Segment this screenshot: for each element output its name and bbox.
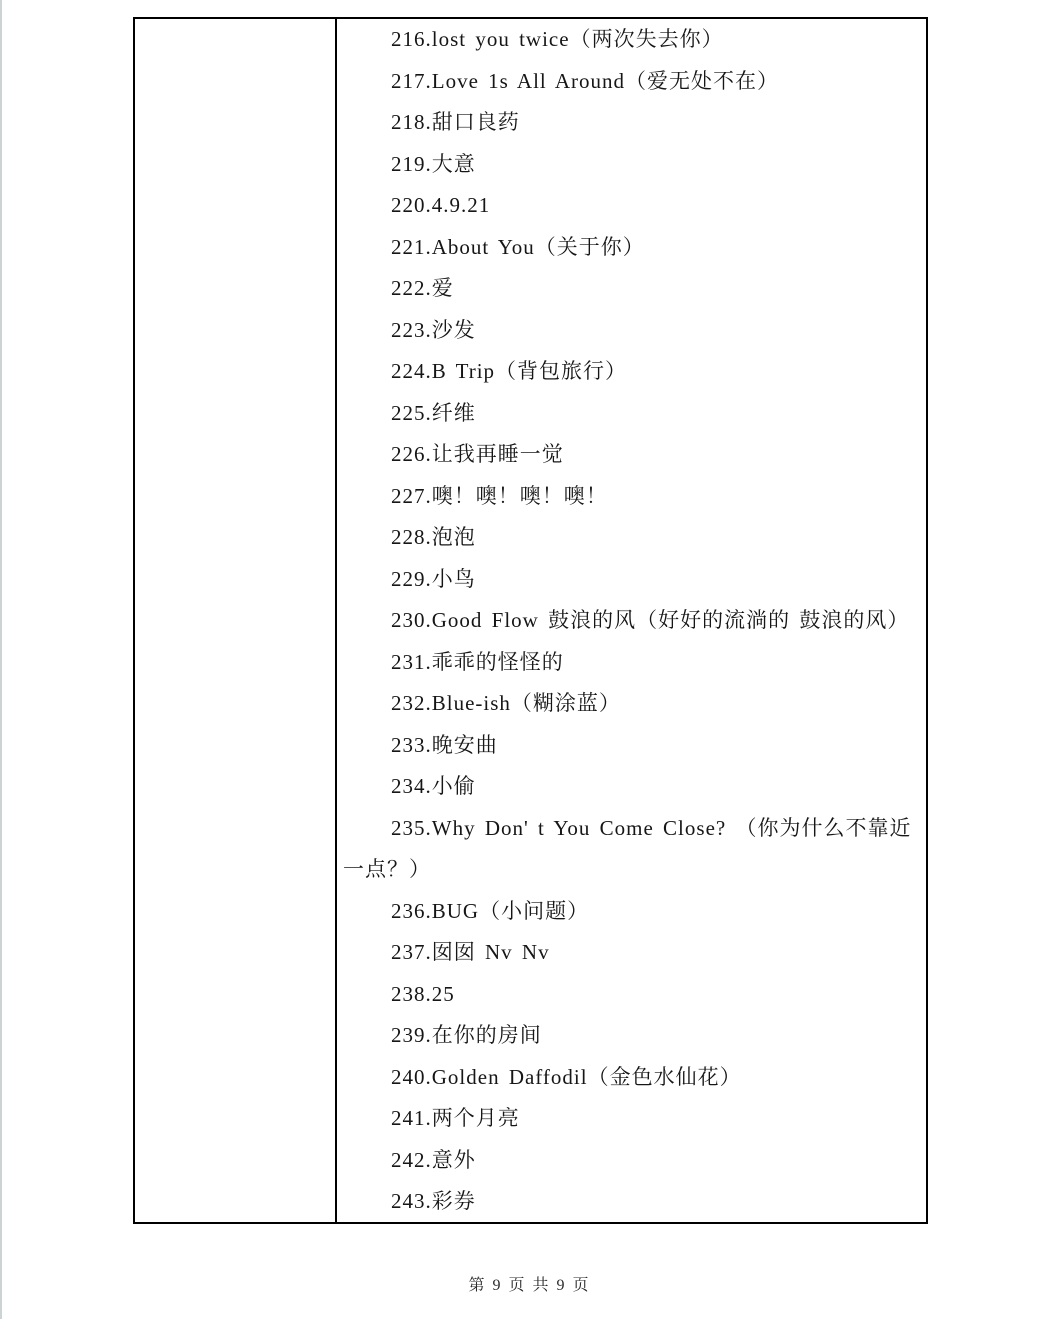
list-item-231: 231.乖乖的怪怪的 [391,649,564,674]
list-item-229: 229.小鸟 [391,566,476,591]
list-item-236: 236.BUG（小问题） [391,898,590,923]
list-item-237: 237.囡囡 Nv Nv [391,940,550,964]
list-item-243: 243.彩券 [391,1189,476,1213]
list-item-224: 224.B Trip（背包旅行） [391,359,628,383]
list-item-234: 234.小偷 [391,774,476,798]
list-item-239: 239.在你的房间 [391,1023,542,1047]
list-item-228: 228.泡泡 [391,525,476,549]
list-item-227: 227.噢！噢！噢！噢！ [391,483,608,508]
list-item-217: 217.Love 1s All Around（爱无处不在） [391,68,779,93]
list-item-221: 221.About You（关于你） [391,234,645,259]
list-item-235: 235.Why Don' t You Come Close? （你为什么不靠近一点？） [343,815,912,881]
list-item-219: 219.大意 [391,151,476,176]
list-item-240: 240.Golden Daffodil（金色水仙花） [391,1064,742,1089]
list-item-242: 242.意外 [391,1147,476,1172]
list-item-238: 238.25 [391,981,455,1006]
list-item-230: 230.Good Flow 鼓浪的风（好好的流淌的 鼓浪的风） [391,608,910,632]
page-footer: 第 9 页 共 9 页 [468,1277,591,1294]
song-list-table [133,17,928,1224]
list-item-223: 223.沙发 [391,317,476,342]
table-cell-empty [135,19,337,1222]
list-item-233: 233.晚安曲 [391,732,498,757]
list-item-226: 226.让我再睡一觉 [391,442,564,466]
list-item-241: 241.两个月亮 [391,1106,520,1130]
list-item-232: 232.Blue-ish（糊涂蓝） [391,691,621,715]
list-item-216: 216.lost you twice（两次失去你） [391,27,724,51]
list-item-225: 225.纤维 [391,400,476,425]
page-edge-line [0,0,2,1319]
list-item-222: 222.爱 [391,276,454,300]
list-item-218: 218.甜口良药 [391,110,520,134]
list-item-220: 220.4.9.21 [391,193,491,217]
table-cell-song-list [337,19,926,1222]
